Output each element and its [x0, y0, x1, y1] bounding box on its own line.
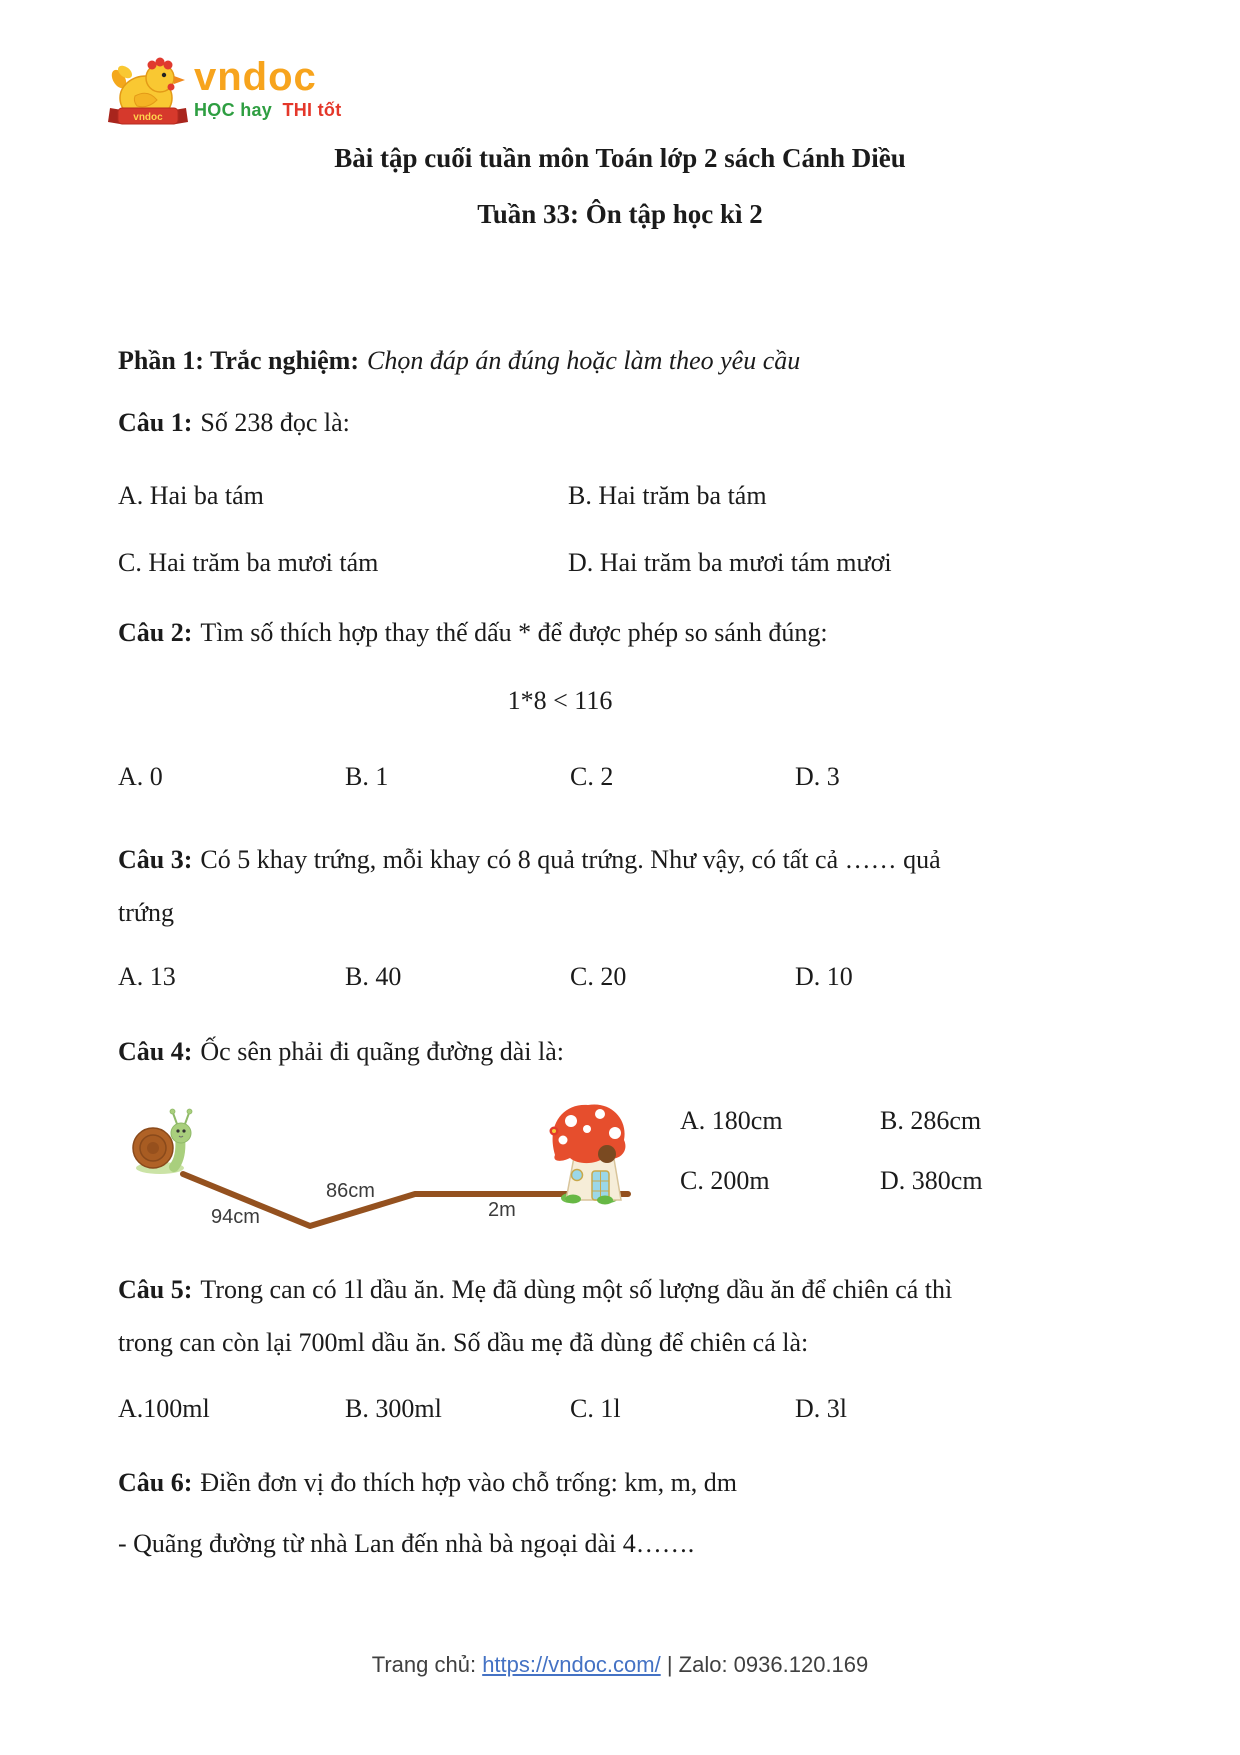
q3-option-b: B. 40 — [345, 962, 402, 991]
q4-option-a: A. 180cm — [680, 1106, 783, 1135]
banner-ribbon-icon — [108, 108, 188, 124]
segment3-length-label: 2m — [488, 1199, 516, 1221]
page-subtitle: Tuần 33: Ôn tập học kì 2 — [477, 199, 763, 229]
q1-option-c: C. Hai trăm ba mươi tám — [118, 548, 379, 577]
snail-icon — [133, 1109, 192, 1174]
q1-option-a: A. Hai ba tám — [118, 481, 264, 510]
vndoc-logo — [108, 56, 342, 128]
q2-text — [118, 616, 828, 650]
page-footer — [20, 1652, 1220, 1678]
footer-suffix: | Zalo: 0936.120.169 — [660, 1652, 869, 1677]
segment1-length-label: 94cm — [211, 1206, 260, 1228]
q2-option-d: D. 3 — [795, 762, 840, 791]
q1-options — [118, 479, 1122, 580]
q2-equation: 1*8 < 116 — [507, 686, 613, 715]
q3-option-c: C. 20 — [570, 962, 627, 991]
q3-options — [118, 960, 1122, 994]
brand-name: vndoc — [194, 55, 317, 99]
q5-statement-line1: Trong can có 1l dầu ăn. Mẹ đã dùng một số lượng dầu ăn để chiên cá thì — [200, 1275, 953, 1304]
q6-fill-item: - Quãng đường từ nhà Lan đến nhà bà ngoại dài 4……. — [118, 1529, 695, 1558]
q3-option-a: A. 13 — [118, 962, 176, 991]
q5-options — [118, 1392, 1122, 1426]
q3-statement-line2: trứng — [118, 898, 174, 927]
footer-prefix: Trang chủ: — [371, 1652, 483, 1677]
footer-link[interactable]: https://vndoc.com/ — [482, 1652, 661, 1677]
q5-text — [118, 1263, 952, 1369]
q6-text — [118, 1466, 737, 1500]
segment2-length-label: 86cm — [326, 1180, 375, 1202]
q2-option-a: A. 0 — [118, 762, 163, 791]
q2-label: Câu 2: — [118, 618, 193, 647]
q2-option-c: C. 2 — [570, 762, 614, 791]
logo-text — [194, 56, 342, 120]
banner-text: vndoc — [133, 112, 163, 123]
q4-statement: Ốc sên phải đi quãng đường dài là: — [200, 1037, 564, 1066]
tagline-green: HỌC hay — [194, 100, 273, 120]
mushroom-house-icon — [550, 1104, 626, 1204]
q5-option-b: B. 300ml — [345, 1394, 442, 1423]
q4-text — [118, 1035, 564, 1069]
q4-option-b: B. 286cm — [880, 1106, 982, 1135]
q1-option-b: B. Hai trăm ba tám — [568, 481, 767, 510]
q1-label: Câu 1: — [118, 408, 193, 437]
q3-statement-line1: Có 5 khay trứng, mỗi khay có 8 quả trứng. Như vậy, có tất cả …… quả — [200, 845, 941, 874]
q2-options — [118, 760, 1122, 794]
q4-label: Câu 4: — [118, 1037, 193, 1066]
q4-options — [680, 1104, 983, 1198]
q2-statement: Tìm số thích hợp thay thế dấu * để được phép so sánh đúng: — [200, 618, 828, 647]
q6-label: Câu 6: — [118, 1468, 193, 1497]
q5-option-a: A.100ml — [118, 1394, 210, 1423]
q4-figure — [108, 1095, 638, 1247]
q5-statement-line2: trong can còn lại 700ml dầu ăn. Số dầu mẹ đã dùng để chiên cá là: — [118, 1328, 809, 1357]
q5-option-d: D. 3l — [795, 1394, 847, 1423]
q6-statement: Điền đơn vị đo thích hợp vào chỗ trống: km, m, dm — [200, 1468, 738, 1497]
q1-option-d: D. Hai trăm ba mươi tám mươi — [568, 548, 892, 577]
q3-label: Câu 3: — [118, 845, 193, 874]
snail-path-illustration — [108, 1095, 638, 1247]
q3-option-d: D. 10 — [795, 962, 853, 991]
q1-text — [118, 406, 350, 440]
logo-tagline — [194, 100, 342, 120]
section-1-instruction: Chọn đáp án đúng hoặc làm theo yêu cầu — [366, 346, 801, 375]
page-title: Bài tập cuối tuần môn Toán lớp 2 sách Cánh Diều — [334, 143, 906, 173]
section-1-heading — [118, 344, 800, 378]
q5-option-c: C. 1l — [570, 1394, 621, 1423]
q3-text — [118, 833, 941, 939]
tagline-red: THI tốt — [282, 100, 342, 120]
q4-option-d: D. 380cm — [880, 1166, 983, 1195]
q4-option-c: C. 200m — [680, 1166, 770, 1195]
q1-statement: Số 238 đọc là: — [200, 408, 350, 437]
chicken-mascot-icon — [108, 56, 188, 128]
section-1-label: Phần 1: Trắc nghiệm: — [118, 346, 359, 375]
q2-option-b: B. 1 — [345, 762, 389, 791]
q5-label: Câu 5: — [118, 1275, 193, 1304]
